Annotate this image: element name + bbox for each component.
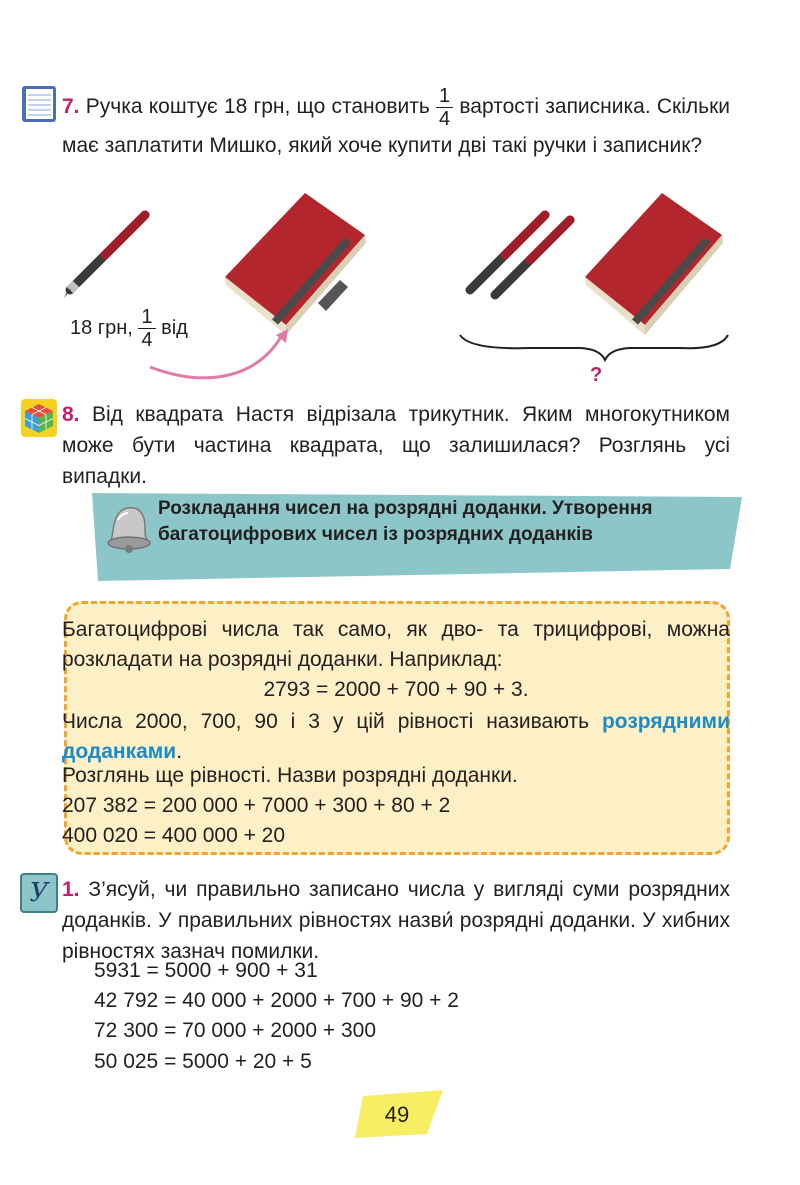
notebook-illustration [225, 193, 366, 335]
task7-number: 7. [62, 95, 80, 119]
rule-eq2: 400 020 = 400 000 + 20 [62, 824, 286, 847]
brace [460, 335, 728, 360]
pen-illustration [64, 215, 145, 298]
ex1-body: З’ясуй, чи правильно записано числа у вигляді суми розрядних доданків. У правильних рівностях назви́ розрядні доданки. У хибних рівностях зазнач помилки. [62, 878, 730, 963]
oral-task-icon [20, 873, 58, 913]
rule-eq1: 207 382 = 200 000 + 7000 + 300 + 80 + 2 [62, 794, 451, 817]
task7-text [62, 85, 730, 161]
notebook-icon [20, 84, 58, 124]
page-number-tab [355, 1090, 445, 1140]
rule-term-paragraph [62, 707, 730, 767]
page-number: 49 [384, 1102, 410, 1127]
ex1-eq-3: 72 300 = 70 000 + 2000 + 300 [94, 1019, 377, 1042]
rule-intro: Багатоцифрові числа так само, як дво- та трицифрові, можна розкладати на розрядні доданки. Наприклад: [62, 618, 730, 671]
task8-text [62, 399, 730, 492]
caption-numerator: 1 [141, 306, 153, 328]
rule-term: розрядними доданками [62, 710, 730, 763]
task8-body: Від квадрата Настя відрізала трикутник. Яким многокутником може бути частина квадрата, що залишилася? Розглянь усі випадки. [62, 403, 730, 488]
task7-text-b: вартості записника. Скільки має заплатити Мишко, який хоче купити дві такі ручки і записник? [62, 95, 731, 157]
rule-example: 2793 = 2000 + 700 + 90 + 3. [263, 678, 529, 701]
caption-fraction [138, 306, 155, 351]
fraction-denominator: 4 [436, 107, 453, 130]
caption-denominator: 4 [138, 328, 155, 351]
oral-task-letter: У [29, 878, 49, 908]
rule-term-end: . [176, 740, 183, 763]
price-text: 18 грн, [70, 317, 133, 339]
task7-text-a: Ручка коштує 18 грн, що становить [85, 95, 430, 119]
question-mark: ? [590, 364, 603, 386]
cube-icon [20, 398, 58, 438]
ex1-number: 1. [62, 878, 80, 901]
topic-banner [92, 493, 742, 581]
of-text: від [161, 317, 188, 339]
task7-fraction [436, 85, 453, 130]
ex1-eq-2: 42 792 = 40 000 + 2000 + 700 + 90 + 2 [94, 989, 459, 1012]
task8-number: 8. [62, 403, 80, 426]
topic-title: Розкладання чисел на розрядні доданки. Утворення багатоцифрових чисел із розрядних доданків [158, 498, 653, 545]
fraction-numerator: 1 [439, 85, 451, 107]
ex1-text [62, 874, 730, 967]
rule-prompt: Розглянь ще рівності. Назви розрядні доданки. [62, 764, 518, 787]
notebook-illustration-right [585, 193, 723, 335]
bell-icon [96, 498, 160, 563]
ex1-eq-4: 50 025 = 5000 + 20 + 5 [94, 1050, 312, 1073]
rule-term-text: Числа 2000, 700, 90 і 3 у цій рівності називають [62, 710, 590, 733]
ex1-eq-1: 5931 = 5000 + 900 + 31 [94, 959, 318, 982]
two-pens-illustration [470, 215, 570, 295]
price-caption [70, 306, 188, 351]
task7-illustration [50, 185, 750, 385]
